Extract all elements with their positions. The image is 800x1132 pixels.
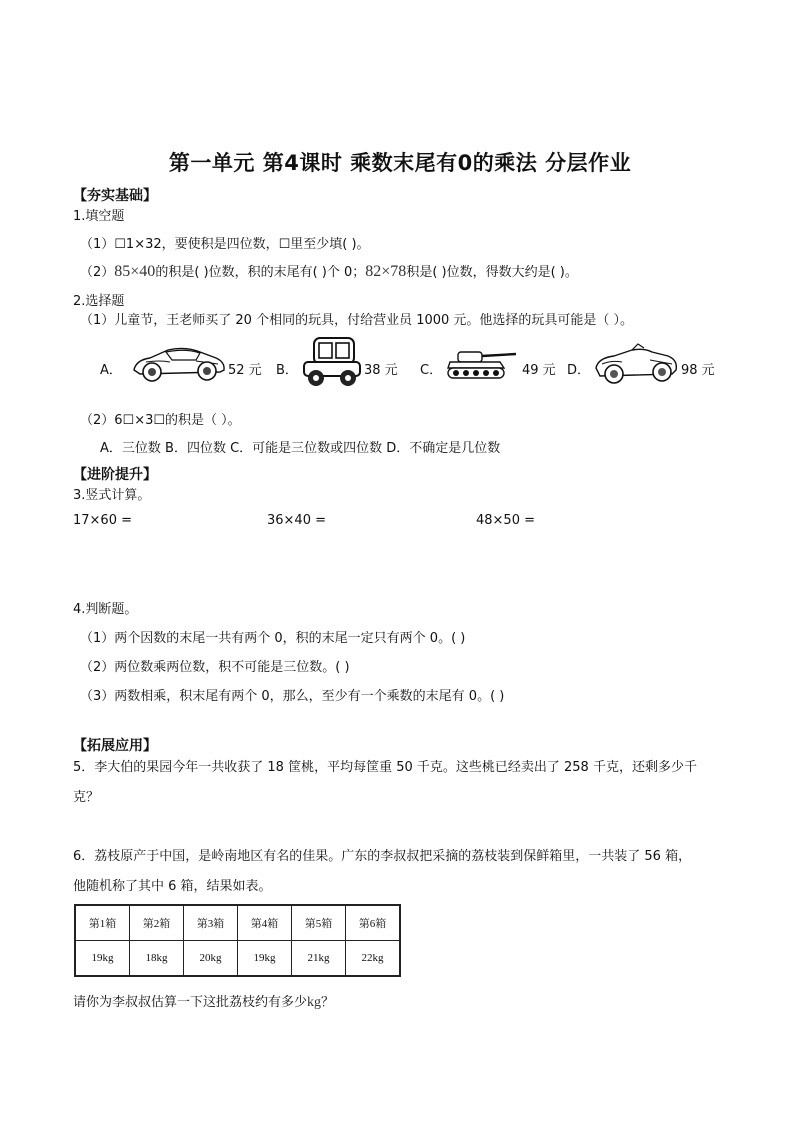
table-header-cell: 第1箱 (75, 905, 130, 941)
table-header-row (75, 905, 400, 941)
q6-question-suffix: ？ (321, 995, 335, 1010)
lychee-weight-table (74, 904, 401, 977)
table-cell: 18kg (130, 941, 184, 977)
option-a-price: 52 元 (228, 363, 262, 378)
q4-item3: （3）两数相乘，积末尾有两个 0，那么，至少有一个乘数的末尾有 0。( ) (80, 689, 505, 704)
q2-item1: （1）儿童节，王老师买了 20 个相同的玩具，付给营业员 1000 元。他选择的玩具可能是（ ）。 (80, 313, 634, 328)
table-header-cell: 第6箱 (346, 905, 401, 941)
q2-item2: （2）6☐×3☐的积是（ ）。 (80, 413, 241, 428)
q6-line1: 6．荔枝原产于中国，是岭南地区有名的佳果。广东的李叔叔把采摘的荔枝装到保鲜箱里，一共装了 56 箱， (73, 849, 692, 864)
table-cell: 19kg (75, 941, 130, 977)
option-b-price: 38 元 (364, 363, 398, 378)
q3-expr-1: 17×60 = (73, 513, 133, 528)
q1-item1: （1）☐1×32，要使积是四位数，☐里至少填( )。 (80, 237, 370, 252)
option-b-letter: B． (276, 363, 298, 378)
q3-heading: 3.竖式计算。 (73, 488, 151, 503)
q4-item1: （1）两个因数的末尾一共有两个 0，积的末尾一定只有两个 0。( ) (80, 631, 466, 646)
q5-line1: 5．李大伯的果园今年一共收获了 18 筐桃，平均每筐重 50 千克。这些桃已经卖出了 258 千克，还剩多少千 (73, 760, 697, 775)
option-c-letter: C． (420, 363, 443, 378)
q4-heading: 4.判断题。 (73, 602, 138, 617)
section-advanced: 【进阶提升】 (73, 467, 157, 483)
q1-item2 (80, 261, 578, 281)
q1-item2-mid: 的积是( )位数，积的末尾有( )个 0； (155, 265, 366, 280)
table-cell: 20kg (184, 941, 238, 977)
convertible-car-icon (592, 340, 680, 386)
table-header-cell: 第2箱 (130, 905, 184, 941)
table-header-cell: 第4箱 (238, 905, 292, 941)
q1-item2-suffix: 积是( )位数，得数大约是( )。 (406, 265, 578, 280)
page-title: 第一单元 第4课时 乘数末尾有0的乘法 分层作业 (168, 151, 632, 175)
q1-item2-math2: 82×78 (365, 263, 407, 280)
q1-item2-math1: 85×40 (114, 263, 156, 280)
q5-line2: 克？ (73, 790, 100, 805)
q1-item2-prefix: （2） (80, 265, 115, 280)
option-d-price: 98 元 (681, 363, 715, 378)
table-header-cell: 第5箱 (292, 905, 346, 941)
table-header-cell: 第3箱 (184, 905, 238, 941)
option-a-letter: A． (100, 363, 122, 378)
table-cell: 21kg (292, 941, 346, 977)
option-c-price: 49 元 (522, 363, 556, 378)
q1-heading: 1.填空题 (73, 209, 125, 224)
q6-line2: 他随机称了其中 6 箱，结果如表。 (73, 879, 272, 894)
q3-expr-3: 48×50 = (476, 513, 536, 528)
q2-item2-options: A．三位数 B．四位数 C．可能是三位数或四位数 D．不确定是几位数 (100, 441, 501, 456)
table-cell: 22kg (346, 941, 401, 977)
table-cell: 19kg (238, 941, 292, 977)
q6-question (73, 991, 334, 1011)
q3-expr-2: 36×40 = (267, 513, 327, 528)
sports-car-icon (130, 340, 228, 384)
tank-icon (444, 346, 520, 382)
q4-item2: （2）两位数乘两位数，积不可能是三位数。( ) (80, 660, 350, 675)
q6-question-prefix: 请你为李叔叔估算一下这批荔枝约有多少 (73, 995, 308, 1010)
q6-question-unit: kg (307, 995, 322, 1010)
q2-heading: 2.选择题 (73, 294, 125, 309)
section-basic: 【夯实基础】 (73, 188, 157, 204)
toy-car-icon (300, 334, 364, 388)
section-extension: 【拓展应用】 (73, 738, 157, 754)
option-d-letter: D． (567, 363, 591, 378)
table-row (75, 941, 400, 977)
